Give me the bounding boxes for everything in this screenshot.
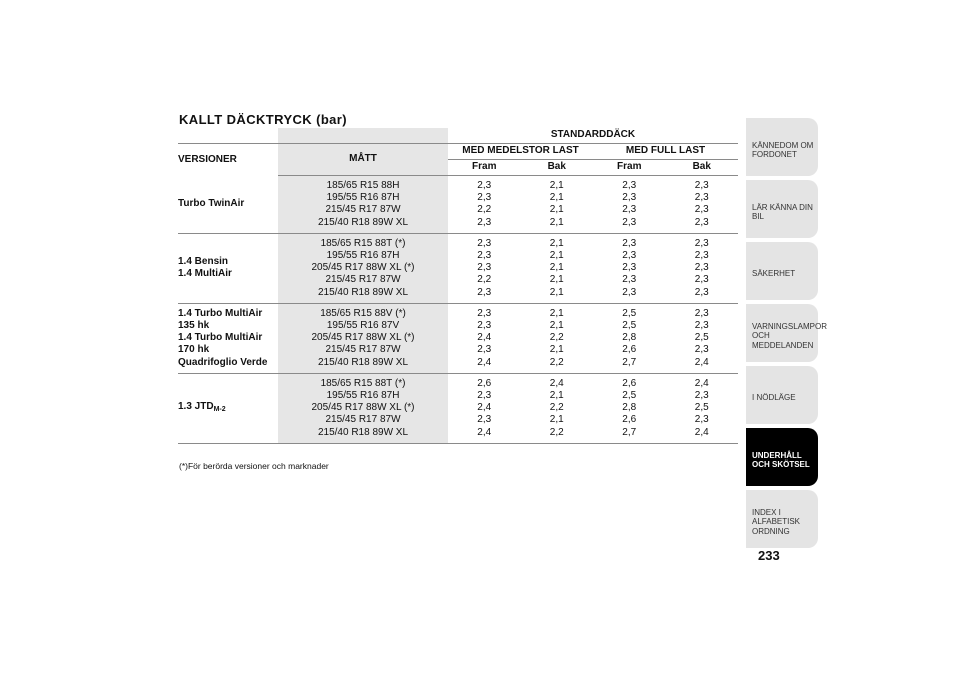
medium-front-cell (448, 233, 521, 303)
pressure-value: 2,1 (549, 320, 564, 332)
pressure-value: 2,1 (549, 307, 564, 319)
dimension-value: 215/40 R18 89W XL (317, 426, 409, 438)
header-blank-dim (278, 128, 448, 144)
pressure-value: 2,1 (549, 344, 564, 356)
dimension-value: 205/45 R17 88W XL (*) (311, 332, 415, 344)
version-cell (178, 233, 278, 303)
tab-label: INDEX I ALFABETISK ORDNING (752, 507, 801, 536)
pressure-value: 2,1 (549, 390, 564, 402)
header-blank (178, 128, 278, 144)
header-medium-load: MED MEDELSTOR LAST (448, 144, 593, 160)
version-label: 1.4 Bensin (178, 256, 229, 268)
pressure-value: 2,3 (477, 250, 492, 262)
tab-label: LÄR KÄNNA DIN BIL (752, 202, 813, 221)
table-row (178, 176, 738, 234)
medium-rear-cell (521, 303, 594, 373)
pressure-value: 2,3 (477, 286, 492, 298)
version-label: Turbo TwinAir (178, 198, 245, 210)
table-row (178, 373, 738, 443)
dimension-value: 215/45 R17 87W (325, 204, 401, 216)
pressure-value: 2,2 (477, 204, 492, 216)
pressure-value: 2,3 (477, 262, 492, 274)
pressure-value: 2,3 (622, 192, 637, 204)
pressure-value: 2,3 (694, 307, 709, 319)
pressure-value: 2,6 (622, 377, 637, 389)
pressure-value: 2,3 (694, 414, 709, 426)
pressure-value: 2,5 (622, 307, 637, 319)
dimension-cell (278, 373, 448, 443)
full-front-cell (593, 303, 666, 373)
version-label: 135 hk (178, 320, 210, 332)
dimension-value: 195/55 R16 87H (326, 390, 400, 402)
version-label (178, 401, 278, 416)
pressure-value: 2,3 (477, 344, 492, 356)
pressure-value: 2,8 (622, 402, 637, 414)
pressure-value: 2,2 (549, 356, 564, 368)
medium-front-cell (448, 176, 521, 234)
header-standard-tires: STANDARDDÄCK (448, 128, 738, 144)
tab-maintenance[interactable] (746, 428, 818, 486)
version-label: Quadrifoglio Verde (178, 356, 268, 368)
dimension-cell (278, 303, 448, 373)
dimension-value: 195/55 R16 87V (326, 320, 400, 332)
tab-vehicle-knowledge[interactable] (746, 118, 818, 176)
version-cell (178, 373, 278, 443)
tab-alphabetical-index[interactable] (746, 490, 818, 548)
dimension-value: 215/45 R17 87W (325, 344, 401, 356)
medium-front-cell (448, 373, 521, 443)
dimension-value: 195/55 R16 87H (326, 192, 400, 204)
pressure-value: 2,3 (477, 192, 492, 204)
dimension-value: 185/65 R15 88H (326, 180, 400, 191)
version-cell (178, 303, 278, 373)
pressure-value: 2,4 (694, 356, 709, 368)
dimension-value: 185/65 R15 88V (*) (320, 307, 406, 319)
full-rear-cell (666, 303, 739, 373)
pressure-value: 2,3 (622, 274, 637, 286)
pressure-value: 2,2 (477, 274, 492, 286)
pressure-value: 2,1 (549, 204, 564, 216)
version-label: 170 hk (178, 344, 210, 356)
pressure-value: 2,3 (477, 237, 492, 249)
pressure-value: 2,3 (694, 204, 709, 216)
header-rear: Bak (521, 160, 594, 176)
header-versions: VERSIONER (178, 153, 237, 165)
page-title: KALLT DÄCKTRYCK (bar) (179, 112, 347, 127)
pressure-value: 2,3 (694, 262, 709, 274)
full-front-cell (593, 233, 666, 303)
pressure-value: 2,3 (694, 390, 709, 402)
pressure-value: 2,1 (549, 286, 564, 298)
table-row (178, 303, 738, 373)
version-label: 1.4 Turbo MultiAir (178, 307, 263, 319)
pressure-value: 2,5 (694, 402, 709, 414)
dimension-value: 185/65 R15 88T (*) (320, 237, 406, 249)
pressure-value: 2,3 (477, 180, 492, 191)
pressure-value: 2,5 (622, 320, 637, 332)
header-front: Fram (593, 160, 666, 176)
pressure-value: 2,1 (549, 180, 564, 191)
pressure-value: 2,1 (549, 274, 564, 286)
tab-label: SÄKERHET (752, 269, 796, 279)
pressure-value: 2,6 (622, 414, 637, 426)
pressure-value: 2,4 (477, 332, 492, 344)
dimension-value: 195/55 R16 87H (326, 250, 400, 262)
pressure-value: 2,2 (549, 402, 564, 414)
dimension-value: 215/40 R18 89W XL (317, 216, 409, 228)
pressure-value: 2,3 (477, 307, 492, 319)
pressure-value: 2,3 (622, 180, 637, 191)
dimension-value: 205/45 R17 88W XL (*) (311, 262, 415, 274)
pressure-value: 2,3 (477, 320, 492, 332)
full-rear-cell (666, 373, 739, 443)
full-front-cell (593, 176, 666, 234)
version-main: 1.3 JTD (178, 400, 214, 412)
pressure-value: 2,3 (694, 286, 709, 298)
pressure-value: 2,3 (622, 262, 637, 274)
header-full-load: MED FULL LAST (593, 144, 738, 160)
tab-label: I NÖDLÄGE (752, 393, 796, 403)
tab-know-your-car[interactable] (746, 180, 818, 238)
version-cell (178, 176, 278, 234)
medium-rear-cell (521, 373, 594, 443)
pressure-value: 2,3 (694, 237, 709, 249)
version-label: 1.4 Turbo MultiAir (178, 332, 263, 344)
pressure-value: 2,5 (622, 390, 637, 402)
pressure-value: 2,3 (694, 192, 709, 204)
tab-warning-lights[interactable] (746, 304, 827, 362)
medium-front-cell (448, 303, 521, 373)
pressure-value: 2,3 (694, 320, 709, 332)
table-row (178, 233, 738, 303)
medium-rear-cell (521, 176, 594, 234)
pressure-value: 2,3 (694, 216, 709, 228)
dimension-value: 215/40 R18 89W XL (317, 286, 409, 298)
chapter-tabs (746, 118, 827, 552)
pressure-value: 2,3 (694, 180, 709, 191)
pressure-value: 2,6 (622, 344, 637, 356)
header-front: Fram (448, 160, 521, 176)
tab-label: UNDERHÅLL OCH SKÖTSEL (752, 450, 810, 469)
full-front-cell (593, 373, 666, 443)
pressure-value: 2,1 (549, 414, 564, 426)
header-rear: Bak (666, 160, 739, 176)
pressure-value: 2,3 (622, 204, 637, 216)
pressure-value: 2,3 (477, 414, 492, 426)
pressure-value: 2,7 (622, 356, 637, 368)
page-number: 233 (758, 548, 780, 563)
pressure-value: 2,2 (549, 332, 564, 344)
version-subscript: M-2 (213, 405, 226, 413)
tab-label: VARNINGSLAMPOR OCH MEDDELANDEN (752, 321, 827, 350)
pressure-value: 2,5 (694, 332, 709, 344)
header-dimension: MÅTT (278, 144, 448, 176)
pressure-value: 2,4 (477, 426, 492, 438)
version-label: 1.4 MultiAir (178, 268, 232, 280)
pressure-value: 2,3 (622, 237, 637, 249)
full-rear-cell (666, 176, 739, 234)
pressure-value: 2,3 (694, 274, 709, 286)
tab-label: KÄNNEDOM OM FORDONET (752, 140, 814, 159)
pressure-value: 2,1 (549, 250, 564, 262)
dimension-value: 215/45 R17 87W (325, 274, 401, 286)
pressure-value: 2,7 (622, 426, 637, 438)
pressure-value: 2,1 (549, 237, 564, 249)
dimension-value: 185/65 R15 88T (*) (320, 377, 406, 389)
tire-pressure-table (178, 128, 738, 444)
medium-rear-cell (521, 233, 594, 303)
pressure-value: 2,3 (622, 286, 637, 298)
pressure-value: 2,1 (549, 192, 564, 204)
pressure-value: 2,3 (477, 390, 492, 402)
tab-emergency[interactable] (746, 366, 818, 424)
footnote: (*)För berörda versioner och marknader (179, 461, 329, 471)
dimension-cell (278, 233, 448, 303)
pressure-value: 2,4 (477, 402, 492, 414)
pressure-value: 2,8 (622, 332, 637, 344)
pressure-value: 2,3 (477, 216, 492, 228)
pressure-value: 2,4 (549, 377, 564, 389)
pressure-value: 2,4 (694, 377, 709, 389)
pressure-value: 2,3 (622, 250, 637, 262)
pressure-value: 2,4 (694, 426, 709, 438)
dimension-value: 205/45 R17 88W XL (*) (311, 402, 415, 414)
dimension-cell (278, 176, 448, 234)
pressure-value: 2,3 (694, 250, 709, 262)
pressure-value: 2,3 (622, 216, 637, 228)
full-rear-cell (666, 233, 739, 303)
pressure-value: 2,2 (549, 426, 564, 438)
pressure-value: 2,1 (549, 262, 564, 274)
pressure-value: 2,4 (477, 356, 492, 368)
tab-safety[interactable] (746, 242, 818, 300)
pressure-value: 2,3 (694, 344, 709, 356)
pressure-value: 2,1 (549, 216, 564, 228)
dimension-value: 215/40 R18 89W XL (317, 356, 409, 368)
dimension-value: 215/45 R17 87W (325, 414, 401, 426)
pressure-value: 2,6 (477, 377, 492, 389)
